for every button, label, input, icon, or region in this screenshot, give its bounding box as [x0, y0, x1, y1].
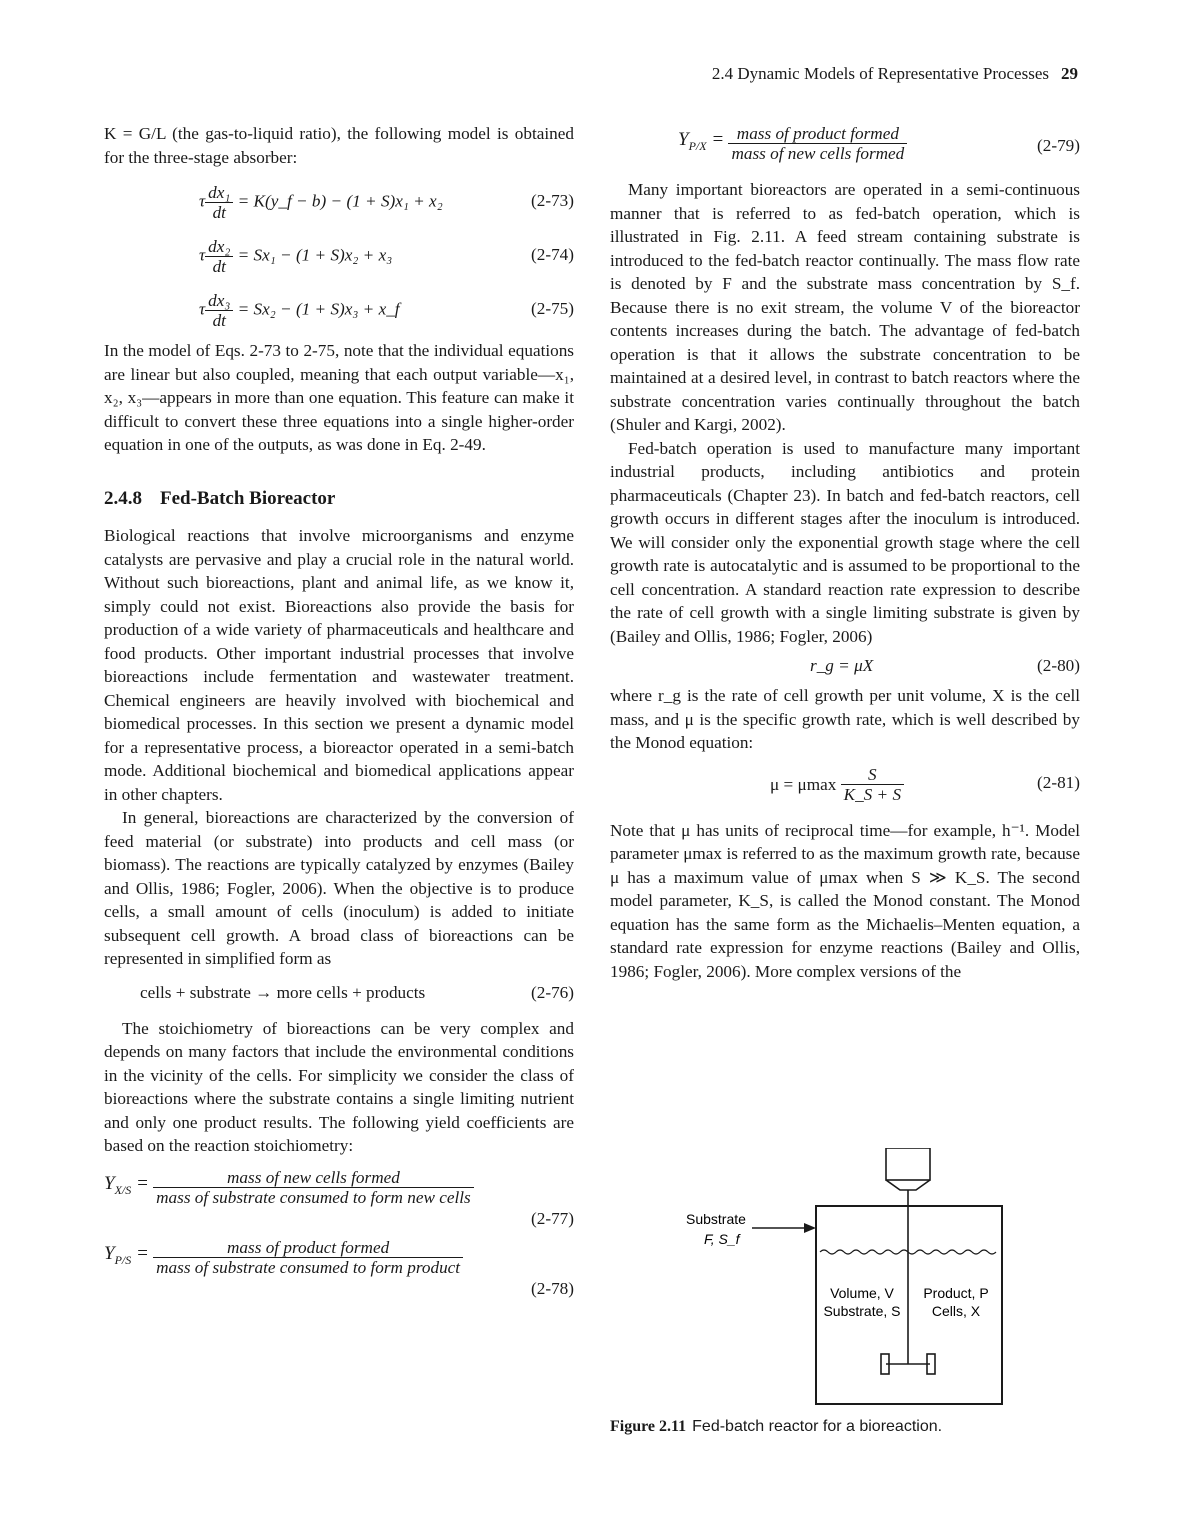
equation-2-78: $Y_{P/S}$ = $\frac{\text{mass of product formed}}{\text{mass of substrate consumed to form product}}$ (2-78) — [104, 1238, 574, 1301]
eq79-lhs: Y — [678, 129, 689, 151]
intro-paragraph: K = G/L (the gas-to-liquid ratio), the following model is obtained for the three-stage absorber: — [104, 124, 574, 167]
where-paragraph: where r_g is the rate of cell growth per unit volume, X is the cell mass, and μ is the specific growth rate, which is well described by the Monod equation: — [610, 686, 1080, 752]
feed-label: Substrate — [686, 1211, 746, 1227]
eq74-numerator: dx₂ — [205, 237, 233, 257]
eq77-sub: X/S — [114, 1182, 132, 1197]
section-title: Fed-Batch Bioreactor — [160, 487, 336, 509]
equation-2-76 — [104, 975, 574, 1009]
eq73-number: (2-73) — [531, 191, 574, 210]
eq73-rhs: = K(y_f − b) − (1 + S)x₁ + x₂ — [237, 191, 443, 211]
eq78-denominator: mass of substrate consumed to form product — [156, 1258, 461, 1277]
feed-arrowhead-icon — [804, 1223, 816, 1233]
eq73-denominator: dt — [212, 203, 226, 222]
caption-text: Fed-batch reactor for a bioreaction. — [692, 1418, 943, 1435]
eq76-number: (2-76) — [531, 982, 574, 1002]
substrate-label: Substrate, S — [823, 1303, 901, 1319]
section-heading — [104, 487, 574, 511]
caption-number: Figure 2.11 — [610, 1418, 687, 1435]
eq81-numerator: S — [841, 765, 904, 785]
eq77-denominator: mass of substrate consumed to form new cells — [156, 1187, 471, 1207]
eq73-numerator: dx₁ — [205, 183, 233, 203]
eq78-number: (2-78) — [531, 1279, 574, 1298]
fedbatch-paragraph-1: Many important bioreactors are operated in a semi-continuous manner that is referred to as fed-batch operation, which is illustrated in Fig. 2.11. A feed stream containing substrate is introduced to the fed-batch reactor continually. The mass flow rate is denoted by F and the substrate mass concentration by S_f. Because there is no exit stream, the volume V of the bioreactor contents increases during the batch. The advantage of fed-batch operation is that it allows the substrate concentration to be maintained at a desired level, in contrast to batch reactors where the substrate concentration varies continually throughout the batch (Shuler and Kargi, 2002). — [610, 180, 1080, 434]
eq77-lhs: Y — [104, 1172, 115, 1194]
eq79-denominator: mass of new cells formed — [731, 144, 905, 163]
bio-paragraph-2: In general, bioreactions are characterized by the conversion of feed material (or substrate) into products and cell mass (or biomass). The reactions are typically catalyzed by enzymes (Bailey and Ollis, 1986; Fogler, 2006). When the objective is to produce cells, a small amount of cells (inoculum) is added to initiate subsequent cell growth. A broad class of bioreactions can be represented in simplified form as — [104, 808, 574, 968]
fed-batch-reactor-diagram — [682, 1148, 1012, 1408]
eq81-lhs: μ = μmax — [770, 774, 837, 794]
equation-2-73: τ $\frac{\text{dx₁}}{dt}$ = K(y_f − b) − (1 + S)x₁ + x₂ (2-73) — [199, 183, 574, 222]
equation-2-81 — [610, 759, 1080, 819]
bio-paragraph-1: Biological reactions that involve microorganisms and enzyme catalysts are pervasive and play a crucial role in the natural world. Without such bioreactions, plant and animal life, as we know it, simply could not exist. Bioreactions also provide the basis for production of a wide variety of pharmaceuticals and healthcare and food products. Other important industrial processes that involve bioreactions include fermentation and wastewater treatment. Chemical engineers are heavily involved with biochemical and biomedical processes. In this section we present a dynamic model for a representative process, a bioreactor operated in a semi-batch mode. Additional biochemical and biomedical applications appear in other chapters. — [104, 526, 574, 804]
fedbatch-paragraph-2: Fed-batch operation is used to manufacture many important industrial products, including antibiotics and protein pharmaceuticals (Chapter 23). In batch and fed-batch reactors, cell growth occurs in different stages after the inoculum is introduced. We will consider only the exponential growth stage where the cell growth rate is autocatalytic and is assumed to be proportional to the cell concentration. A standard reaction rate expression to describe the rate of cell growth with a single limiting substrate is given by (Bailey and Ollis, 1986; Fogler, 2006) — [610, 438, 1080, 646]
eq75-denominator: dt — [212, 311, 226, 330]
stoich-paragraph: The stoichiometry of bioreactions can be very complex and depends on many factors that include the environmental conditions in the vicinity of the cells. For simplicity we consider the class of bioreactions where the substrate contains a single limiting nutrient and only one product results. The following yield coefficients are based on the reaction stoichiometry: — [104, 1018, 574, 1155]
eq77-numerator: mass of new cells formed — [153, 1168, 474, 1188]
eq80-body: r_g = μX — [810, 656, 874, 675]
eq79-number: (2-79) — [1037, 136, 1080, 155]
eq79-numerator: mass of product formed — [728, 124, 907, 144]
eq78-lhs: Y — [104, 1243, 115, 1265]
eq81-denominator: K_S + S — [843, 784, 902, 804]
right-column — [610, 122, 1080, 983]
motor-icon — [886, 1148, 930, 1180]
running-header — [620, 64, 1078, 84]
eq77-number: (2-77) — [531, 1208, 574, 1228]
equation-2-79: $Y_{P/X}$ = $\frac{\text{mass of product formed}}{\text{mass of new cells formed}}$ (2-79) — [678, 124, 1080, 163]
eq79-sub: P/X — [688, 139, 707, 154]
equation-2-77: $Y_{X/S}$ = $\frac{\text{mass of new cells formed}}{\text{mass of substrate consumed to form new cells}}$ (2-77) — [104, 1168, 574, 1231]
eq81-number: (2-81) — [1037, 772, 1080, 792]
eq75-number: (2-75) — [531, 299, 574, 318]
eq74-denominator: dt — [212, 257, 226, 276]
cells-label: Cells, X — [931, 1303, 981, 1319]
eq75-numerator: dx₃ — [205, 291, 233, 311]
figure-caption — [610, 1418, 942, 1436]
equation-2-80 — [610, 648, 1080, 684]
left-column — [104, 122, 574, 1301]
note-paragraph: Note that μ has units of reciprocal time—for example, h⁻¹. Model parameter μmax is referred to as the maximum growth rate, because μ has a maximum value of μmax when S ≫ K_S. The second model parameter, K_S, is called the Monod constant. The Monod equation has the same form as the Michaelis–Menten equation, a standard rate expression for enzyme reactions (Bailey and Ollis, 1986; Fogler, 2006). More complex versions of the — [610, 820, 1080, 981]
eq78-numerator: mass of product formed — [153, 1238, 463, 1258]
eq75-rhs: = Sx₂ − (1 + S)x₃ + x_f — [237, 299, 400, 319]
eq76-body: cells + substrate → more cells + products — [140, 982, 426, 1002]
header-section: 2.4 Dynamic Models of Representative Processes — [711, 64, 1049, 83]
eq78-sub: P/S — [114, 1253, 132, 1268]
section-number: 2.4.8 — [104, 487, 142, 509]
page-number: 29 — [1061, 64, 1078, 83]
product-label: Product, P — [923, 1285, 989, 1301]
eq74-number: (2-74) — [531, 245, 574, 264]
eq74-rhs: = Sx₁ − (1 + S)x₂ + x₃ — [237, 245, 393, 265]
equation-2-74: τ $\frac{\text{dx₂}}{dt}$ = Sx₁ − (1 + S)x₂ + x₃ (2-74) — [199, 237, 574, 276]
model-paragraph: In the model of Eqs. 2-73 to 2-75, note that the individual equations are linear but also coupled, meaning that each output variable—x₁, x₂, x₃—appears in more than one equation. This feature can make it difficult to convert these three equations into a single higher-order equation in one of the outputs, as was done in Eq. 2-49. — [104, 341, 574, 454]
volume-label: Volume, V — [830, 1285, 894, 1301]
eq80-number: (2-80) — [1037, 656, 1080, 675]
feed-vars: F, S_f — [704, 1231, 740, 1247]
equation-2-75: τ $\frac{\text{dx₃}}{dt}$ = Sx₂ − (1 + S)x₃ + x_f (2-75) — [199, 291, 574, 330]
